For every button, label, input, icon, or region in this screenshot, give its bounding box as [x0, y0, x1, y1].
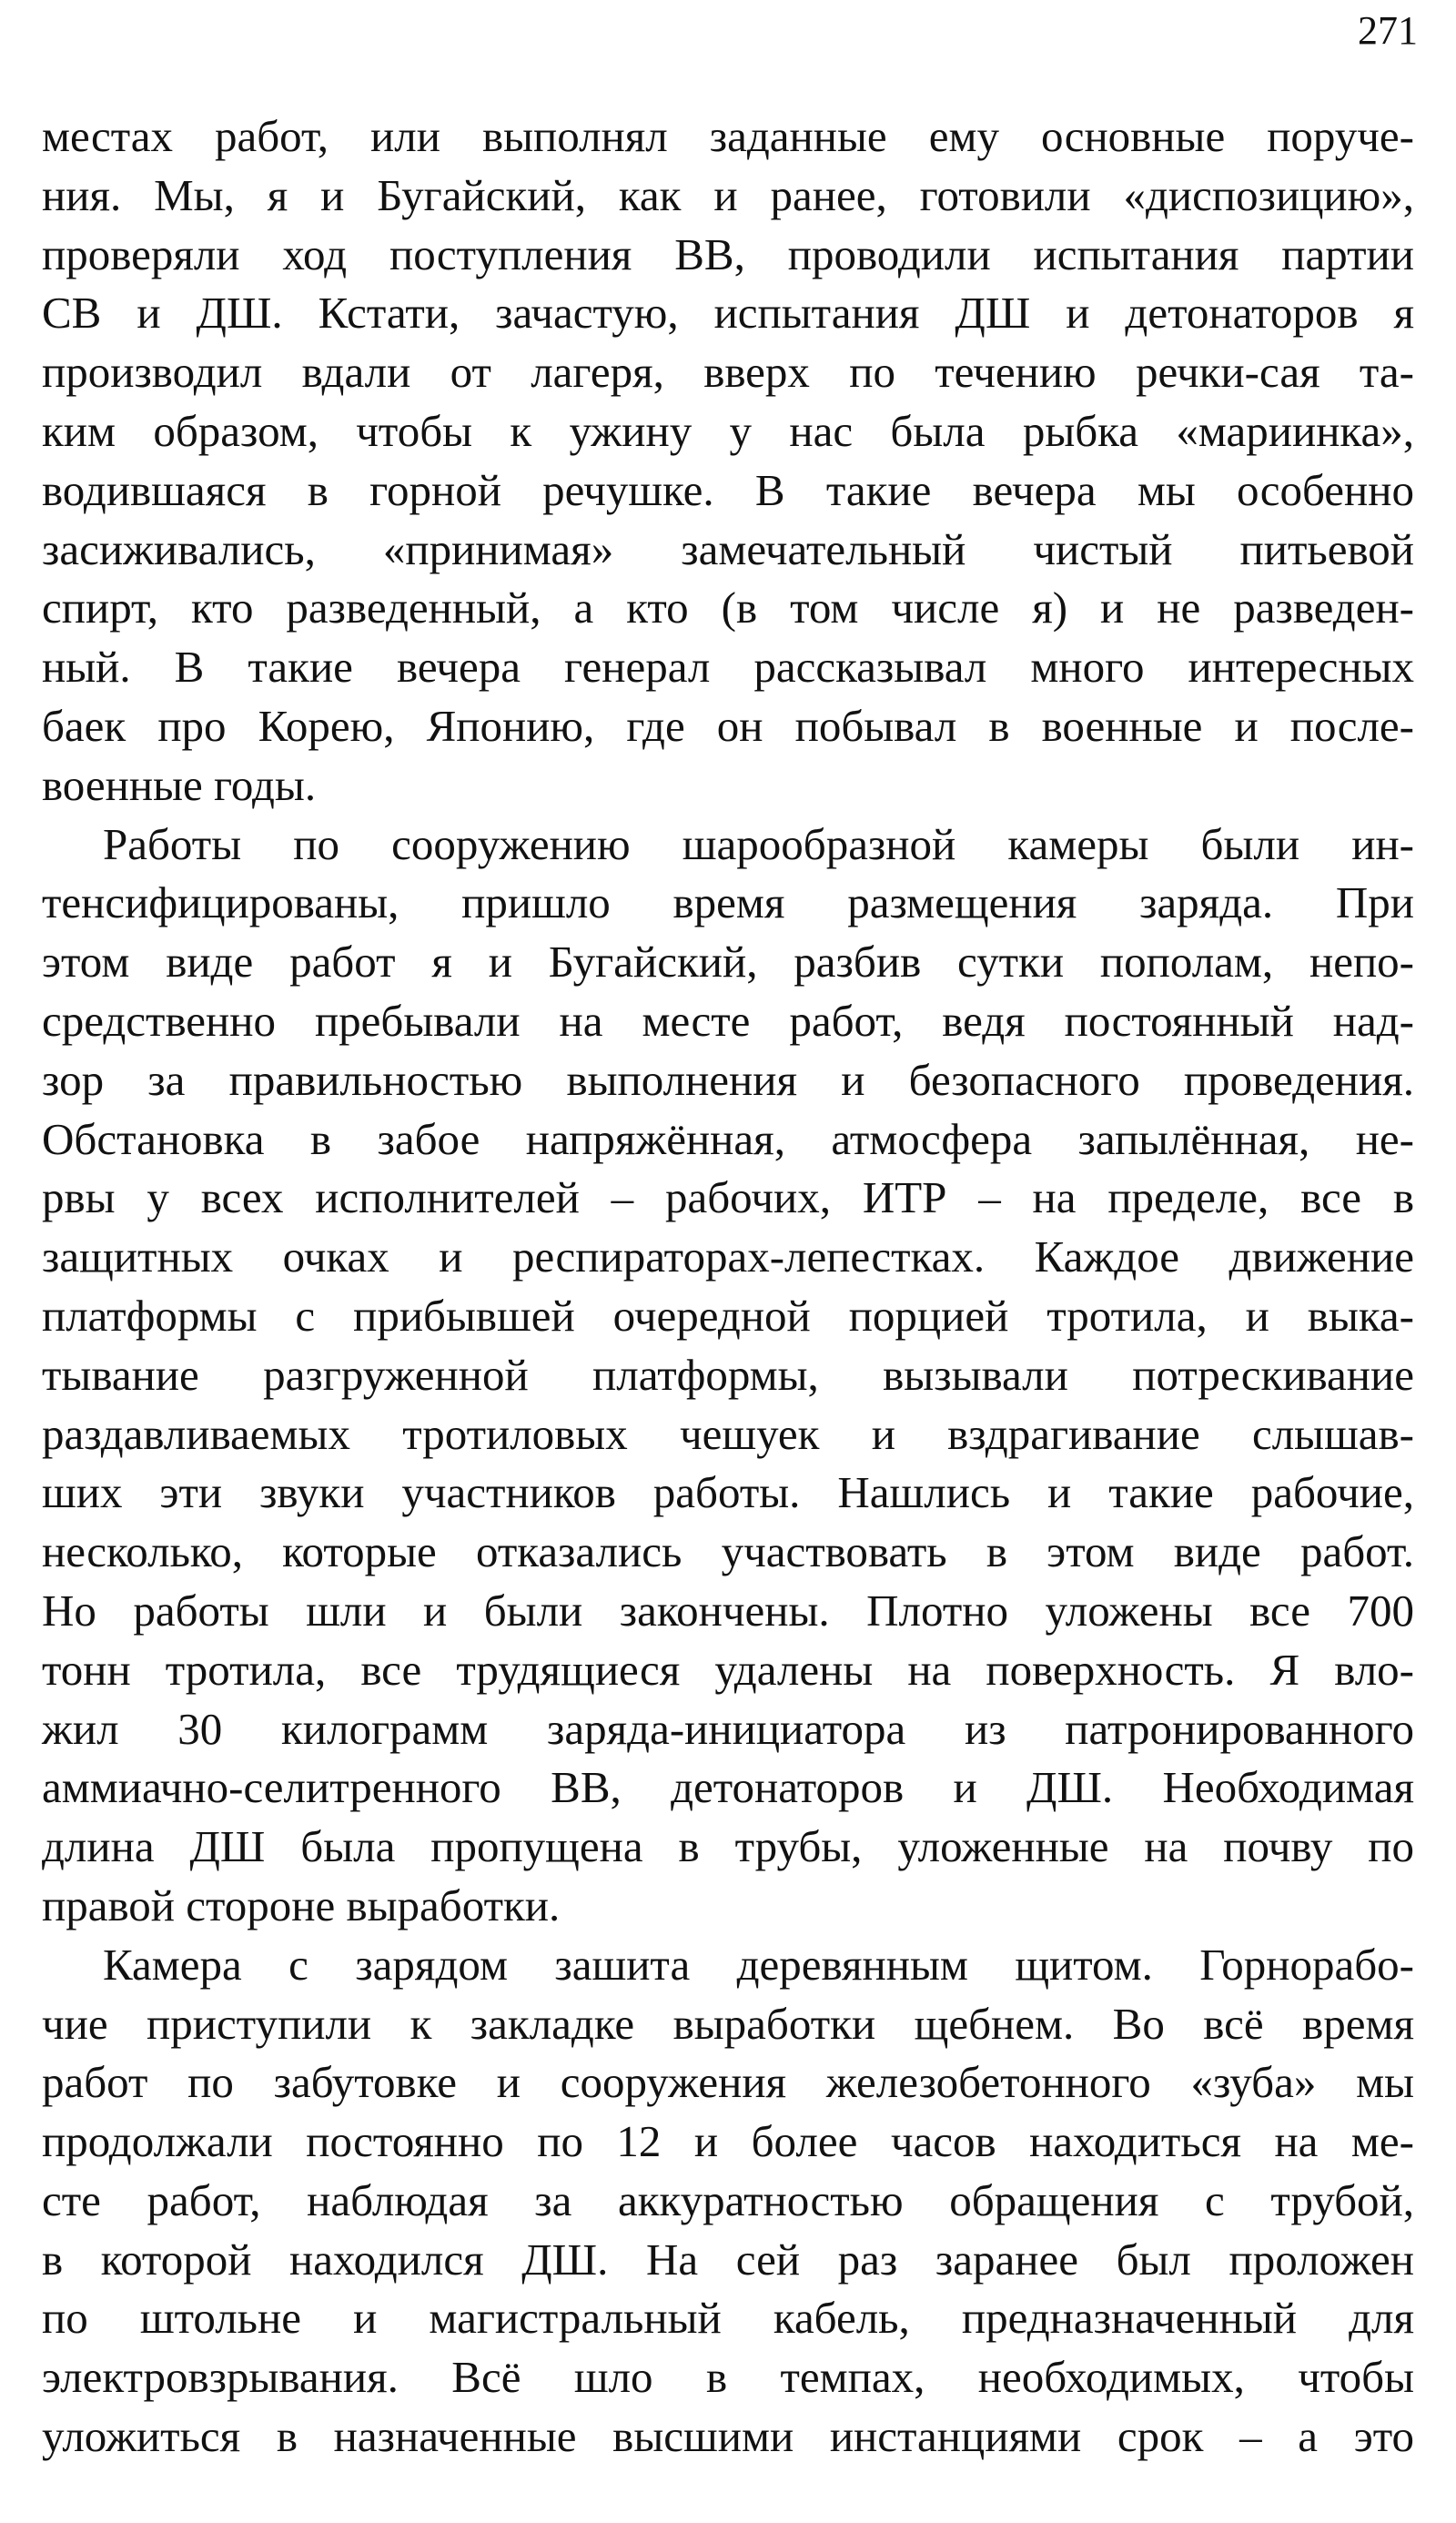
- text-line: ный. В такие вечера генерал рассказывал много интересных: [42, 642, 1414, 693]
- text-line: ших эти звуки участников работы. Нашлись и такие рабочие,: [42, 1467, 1414, 1518]
- text-line: аммиачно-селитренного ВВ, детонаторов и ДШ. Необходимая: [42, 1762, 1414, 1813]
- text-line: раздавливаемых тротиловых чешуек и вздрагивание слышав-: [42, 1408, 1414, 1459]
- text-line: жил 30 килограмм заряда-инициатора из патронированного: [42, 1703, 1414, 1754]
- text-line: ния. Мы, я и Бугайский, как и ранее, готовили «диспозицию»,: [42, 169, 1414, 220]
- text-line: военные годы.: [42, 759, 317, 810]
- text-line: местах работ, или выполнял заданные ему основные поруче-: [42, 111, 1414, 161]
- text-line: в которой находился ДШ. На сей раз заранее был проложен: [42, 2234, 1414, 2285]
- page-number: 271: [1358, 8, 1418, 53]
- text-line: Но работы шли и были закончены. Плотно уложены все 700: [42, 1585, 1414, 1636]
- text-line: чие приступили к закладке выработки щебнем. Во всё время: [42, 1998, 1414, 2049]
- text-line: зор за правильностью выполнения и безопасного проведения.: [42, 1054, 1414, 1105]
- text-line: сте работ, наблюдая за аккуратностью обращения с трубой,: [42, 2174, 1414, 2225]
- text-line: водившаяся в горной речушке. В такие вечера мы особенно: [42, 464, 1414, 515]
- paragraph: [42, 1936, 1414, 2467]
- text-line: электровзрывания. Всё шло в темпах, необходимых, чтобы: [42, 2352, 1414, 2403]
- text-line: тывание разгруженной платформы, вызывали потрескивание: [42, 1349, 1414, 1400]
- paragraph: [42, 816, 1414, 1936]
- text-line: продолжали постоянно по 12 и более часов находиться на ме-: [42, 2116, 1414, 2167]
- text-line: засиживались, «принимая» замечательный чистый питьевой: [42, 523, 1414, 574]
- text-line: Камера с зарядом зашита деревянным щитом. Горнорабо-: [103, 1939, 1414, 1990]
- text-line: тенсифицированы, пришло время размещения заряда. При: [42, 877, 1414, 928]
- paragraph: [42, 107, 1414, 816]
- text-line: производил вдали от лагеря, вверх по течению речки-сая та-: [42, 347, 1414, 398]
- text-line: платформы с прибывшей очередной порцией тротила, и выка-: [42, 1290, 1414, 1341]
- text-line: Обстановка в забое напряжённая, атмосфера запылённая, не-: [42, 1113, 1414, 1164]
- text-line: этом виде работ я и Бугайский, разбив сутки пополам, непо-: [42, 937, 1414, 988]
- text-line: тонн тротила, все трудящиеся удалены на поверхность. Я вло-: [42, 1644, 1414, 1695]
- text-line: рвы у всех исполнителей – рабочих, ИТР – на пределе, все в: [42, 1172, 1414, 1223]
- text-line: уложиться в назначенные высшими инстанциями срок – а это: [42, 2411, 1414, 2462]
- text-line: баек про Корею, Японию, где он побывал в военные и после-: [42, 700, 1414, 751]
- text-line: правой стороне выработки.: [42, 1880, 561, 1930]
- text-line: Работы по сооружению шарообразной камеры были ин-: [103, 818, 1414, 869]
- body-text: [42, 107, 1414, 2467]
- text-line: длина ДШ была пропущена в трубы, уложенные на почву по: [42, 1821, 1414, 1872]
- text-line: работ по забутовке и сооружения железобетонного «зуба» мы: [42, 2057, 1414, 2108]
- text-line: средственно пребывали на месте работ, ведя постоянный над-: [42, 995, 1414, 1046]
- text-line: СВ и ДШ. Кстати, зачастую, испытания ДШ и детонаторов я: [42, 288, 1414, 339]
- text-line: по штольне и магистральный кабель, предназначенный для: [42, 2293, 1414, 2344]
- text-line: ким образом, чтобы к ужину у нас была рыбка «мариинка»,: [42, 405, 1414, 456]
- text-line: спирт, кто разведенный, а кто (в том числе я) и не разведен-: [42, 583, 1414, 633]
- text-line: проверяли ход поступления ВВ, проводили испытания партии: [42, 228, 1414, 279]
- text-line: защитных очках и респираторах-лепестках. Каждое движение: [42, 1231, 1414, 1282]
- text-line: несколько, которые отказались участвовать в этом виде работ.: [42, 1526, 1414, 1577]
